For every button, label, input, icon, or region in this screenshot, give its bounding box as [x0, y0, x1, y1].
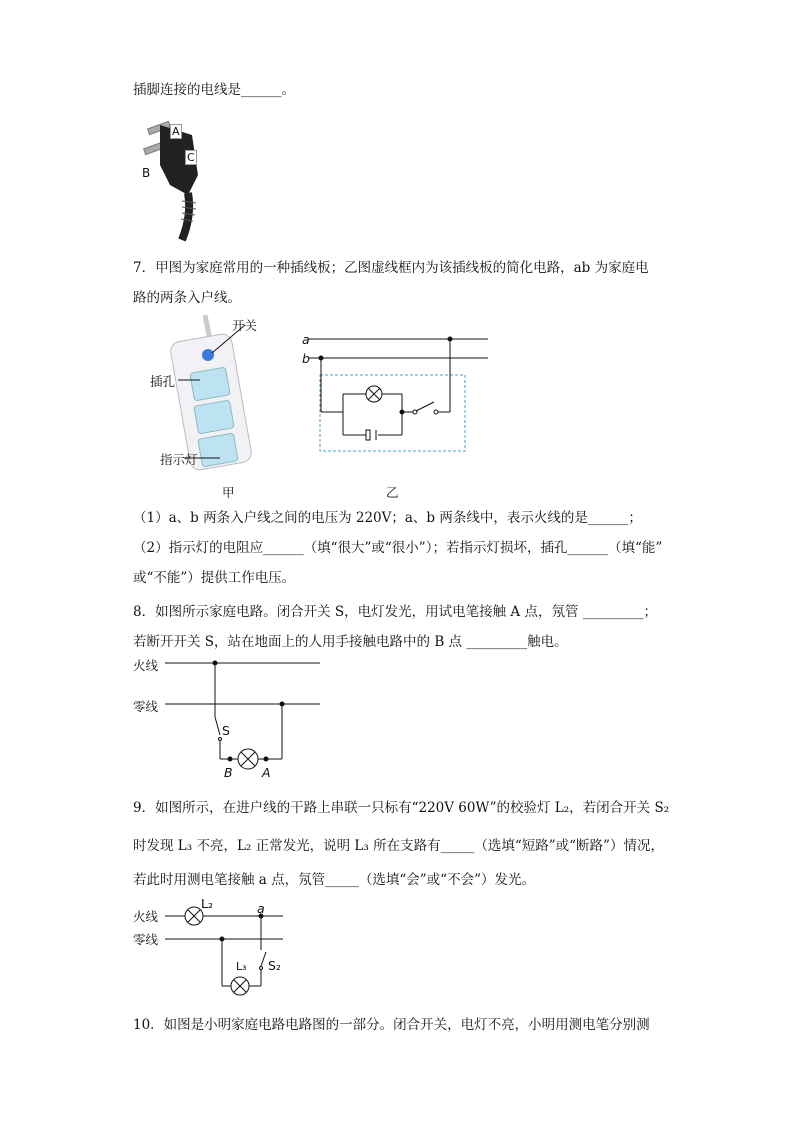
q7-text-line2: 路的两条入户线。 [133, 290, 241, 306]
q8-label-neutral: 零线 [133, 699, 159, 714]
q9-label-live: 火线 [133, 909, 159, 924]
q9-label-l3: L₃ [236, 960, 247, 973]
q9-label-a: a [257, 901, 265, 916]
plug-label-b: B [142, 166, 151, 180]
label-jia: 甲 [222, 485, 235, 500]
q9-text-line3: 若此时用测电笔接触 a 点，氖管_____（选填“会”或“不会”）发光。 [133, 872, 535, 888]
label-yi: 乙 [386, 485, 399, 500]
q9-label-s2: S₂ [268, 958, 281, 973]
q7-text-line1: 7．甲图为家庭常用的一种插线板；乙图虚线框内为该插线板的简化电路，ab 为家庭电 [133, 260, 649, 276]
q10-text-line1: 10．如图是小明家庭电路电路图的一部分。闭合开关，电灯不亮，小明用测电笔分别测 [133, 1017, 650, 1033]
label-a-line: a [302, 332, 310, 347]
q8-label-live: 火线 [133, 658, 159, 673]
q7-sub1: （1）a、b 两条入户线之间的电压为 220V；a、b 两条线中，表示火线的是______； [133, 510, 642, 526]
q8-text-line1: 8．如图所示家庭电路。闭合开关 S，电灯发光，用试电笔接触 A 点，氖管 _________； [133, 604, 658, 620]
plug-label-c: C [187, 151, 195, 164]
q9-text-line2: 时发现 L₃ 不亮，L₂ 正常发光，说明 L₃ 所在支路有_____（选填“短路”或“断路”）情况， [133, 838, 664, 854]
q8-label-s: S [222, 723, 230, 738]
q9-label-l2: L₂ [201, 896, 213, 911]
label-switch: 开关 [232, 318, 258, 333]
plug-label-a: A [172, 125, 180, 138]
circuit-q8 [160, 655, 330, 775]
label-b-line: b [302, 351, 310, 366]
q7-sub2a: （2）指示灯的电阻应______（填“很大”或“很小”）；若指示灯损坏，插孔______（填“能” [133, 540, 663, 556]
q8-text-line2: 若断开开关 S，站在地面上的人用手接触电路中的 B 点 _________触电。 [133, 634, 568, 650]
q8-label-b: B [224, 765, 233, 780]
q7-sub2b: 或“不能”）提供工作电压。 [133, 570, 296, 586]
circuit-q9 [165, 900, 295, 1000]
label-socket: 插孔 [150, 374, 176, 389]
q6-text: 插脚连接的电线是______。 [133, 82, 295, 98]
q8-label-a: A [262, 765, 271, 780]
q9-text-line1: 9．如图所示，在进户线的干路上串联一只标有“220V 60W”的校验灯 L₂，若闭合开关 S₂ [133, 800, 670, 816]
q9-label-neutral: 零线 [133, 932, 159, 947]
circuit-yi [298, 330, 498, 460]
label-indicator: 指示灯 [160, 452, 198, 467]
